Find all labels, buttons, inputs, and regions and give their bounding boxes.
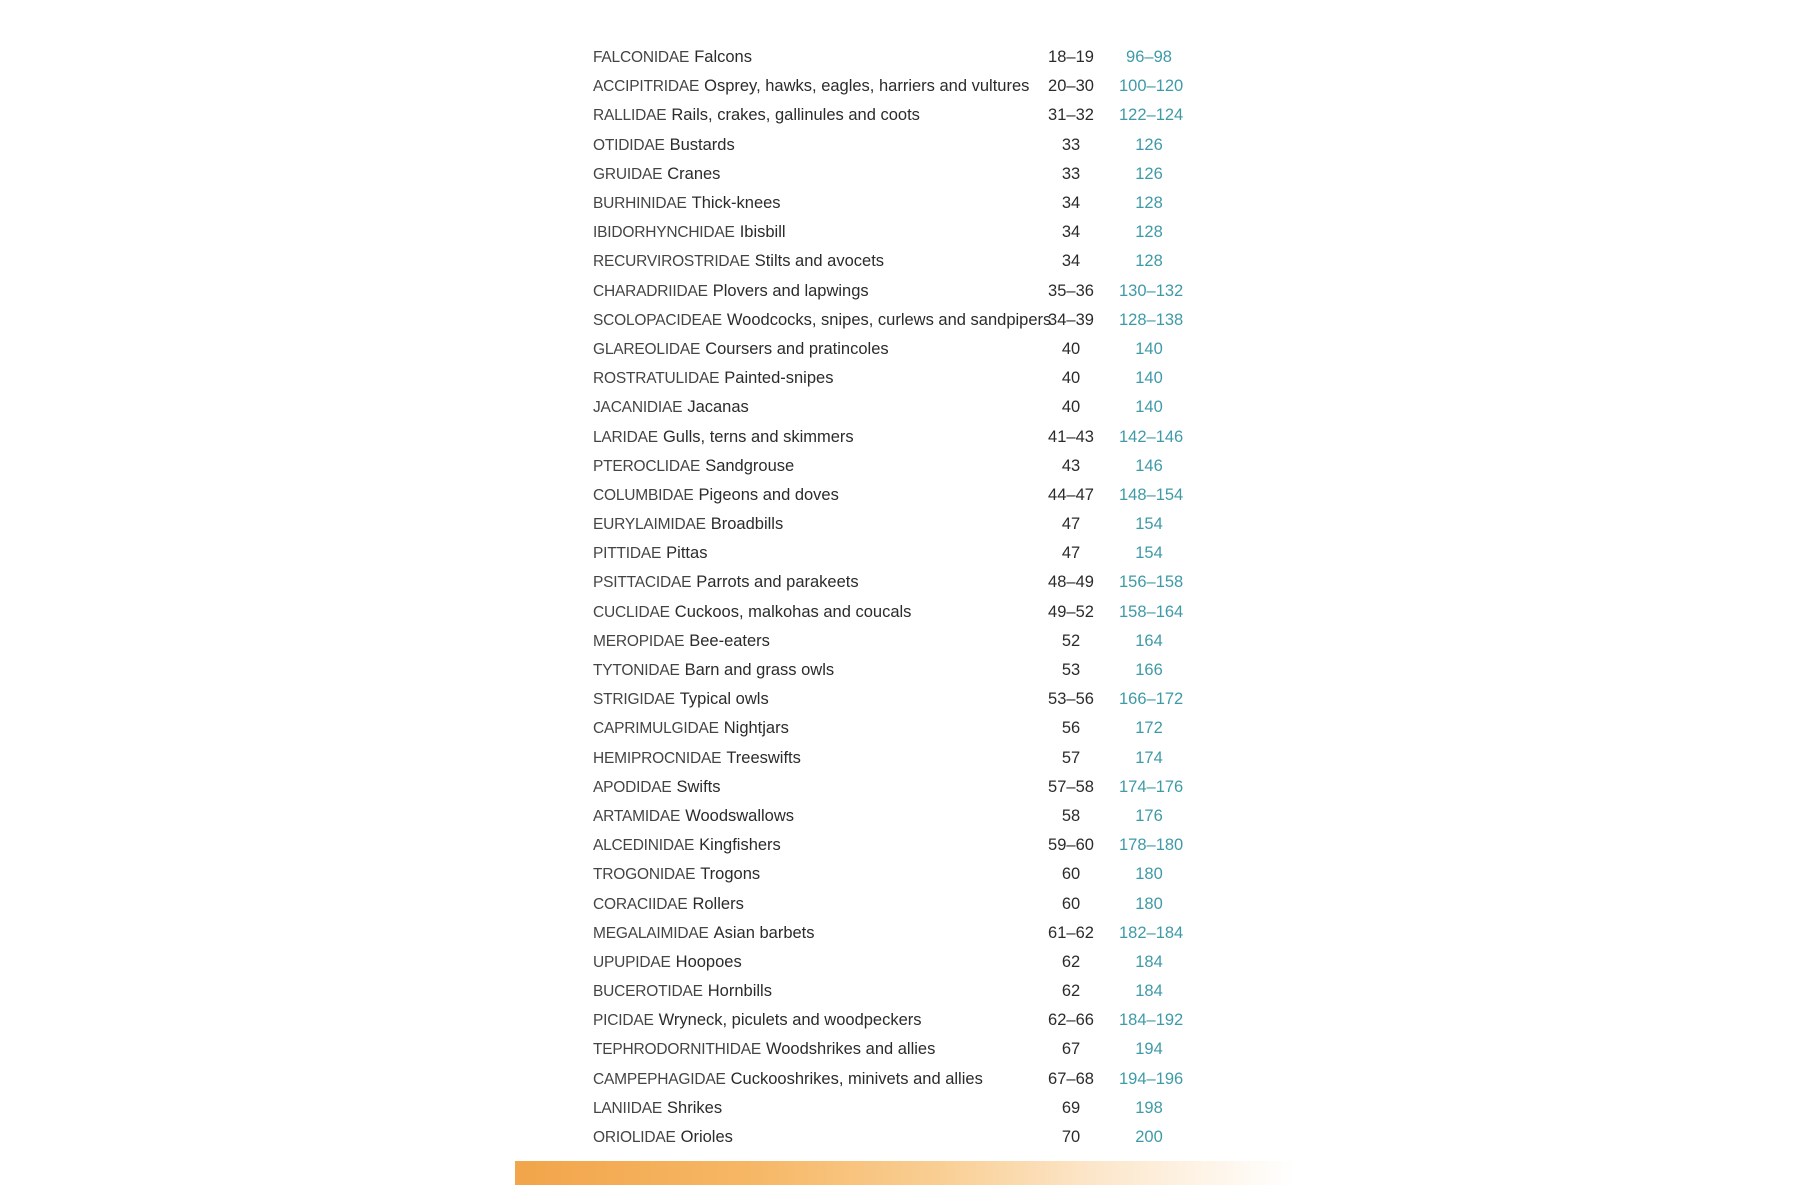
plate-numbers: 56 xyxy=(1061,719,1081,738)
index-entry xyxy=(593,77,1030,96)
plate-numbers: 52 xyxy=(1061,631,1081,650)
family-name: PITTIDAE xyxy=(593,545,662,563)
page-numbers[interactable]: 184 xyxy=(1135,982,1163,1001)
common-name: Parrots and parakeets xyxy=(696,573,859,592)
index-entry xyxy=(593,544,1023,563)
plate-numbers: 33 xyxy=(1061,164,1081,183)
page-numbers[interactable]: 200 xyxy=(1135,1128,1163,1147)
common-name: Pittas xyxy=(666,544,708,563)
plate-numbers: 43 xyxy=(1061,456,1081,475)
page-numbers[interactable]: 122–124 xyxy=(1119,106,1184,125)
page-numbers[interactable]: 148–154 xyxy=(1119,485,1184,504)
family-name: ALCEDINIDAE xyxy=(593,837,695,855)
family-name: CHARADRIIDAE xyxy=(593,282,708,300)
index-row xyxy=(593,393,1193,422)
index-entry xyxy=(593,223,1023,242)
family-name: MEROPIDAE xyxy=(593,632,685,650)
family-name: LANIIDAE xyxy=(593,1099,663,1117)
index-entry xyxy=(593,252,1023,271)
index-row xyxy=(593,773,1193,802)
family-name: APODIDAE xyxy=(593,778,672,796)
page-numbers[interactable]: 158–164 xyxy=(1119,602,1184,621)
common-name: Wryneck, piculets and woodpeckers xyxy=(658,1011,922,1030)
index-entry xyxy=(593,749,1023,768)
page-numbers[interactable]: 154 xyxy=(1135,544,1163,563)
plate-numbers: 40 xyxy=(1061,339,1081,358)
plate-numbers: 70 xyxy=(1061,1128,1081,1147)
index-entry xyxy=(593,603,1023,622)
common-name: Cuckooshrikes, minivets and allies xyxy=(730,1069,983,1088)
index-entry xyxy=(593,895,1023,914)
index-entry xyxy=(593,310,1052,330)
plate-numbers: 60 xyxy=(1061,865,1081,884)
plate-numbers: 34 xyxy=(1061,252,1081,271)
page-numbers[interactable]: 146 xyxy=(1135,456,1163,475)
family-name: FALCONIDAE xyxy=(593,49,690,67)
common-name: Stilts and avocets xyxy=(754,252,885,271)
plate-numbers: 40 xyxy=(1061,369,1081,388)
common-name: Falcons xyxy=(694,48,752,67)
page-numbers[interactable]: 178–180 xyxy=(1119,836,1184,855)
common-name: Bee-eaters xyxy=(689,631,770,650)
page-numbers[interactable]: 142–146 xyxy=(1119,427,1184,446)
index-entry xyxy=(593,340,1023,359)
plate-numbers: 58 xyxy=(1061,806,1081,825)
page-numbers[interactable]: 100–120 xyxy=(1119,77,1184,96)
common-name: Shrikes xyxy=(667,1098,723,1117)
index-entry xyxy=(593,428,1023,447)
index-row xyxy=(593,131,1193,160)
index-row xyxy=(593,656,1193,685)
plate-numbers: 40 xyxy=(1061,398,1081,417)
family-name: TEPHRODORNITHIDAE xyxy=(593,1041,761,1059)
common-name: Rollers xyxy=(692,894,744,913)
index-entry xyxy=(593,924,1023,943)
index-entry xyxy=(593,457,1023,476)
index-entry xyxy=(593,282,1023,301)
index-row xyxy=(593,860,1193,889)
index-entry xyxy=(593,807,1023,826)
page-numbers[interactable]: 140 xyxy=(1135,369,1163,388)
common-name: Bustards xyxy=(669,135,735,154)
plate-numbers: 62 xyxy=(1061,982,1081,1001)
common-name: Nightjars xyxy=(723,719,789,738)
index-row xyxy=(593,335,1193,364)
common-name: Kingfishers xyxy=(699,836,781,855)
common-name: Woodshrikes and allies xyxy=(765,1040,936,1059)
page-numbers[interactable]: 140 xyxy=(1135,339,1163,358)
index-entry xyxy=(593,369,1023,388)
index-entry xyxy=(593,486,1023,505)
common-name: Trogons xyxy=(700,865,761,884)
page-numbers[interactable]: 174 xyxy=(1135,748,1163,767)
index-row xyxy=(593,452,1193,481)
plate-numbers: 31–32 xyxy=(1048,106,1094,125)
family-name: CAPRIMULGIDAE xyxy=(593,720,719,738)
index-row xyxy=(593,160,1193,189)
index-entry xyxy=(593,953,1023,972)
common-name: Hornbills xyxy=(707,982,772,1001)
family-name: CUCLIDAE xyxy=(593,603,670,621)
plate-numbers: 57–58 xyxy=(1048,777,1094,796)
index-row xyxy=(593,72,1193,101)
index-entry xyxy=(593,165,1023,184)
index-row xyxy=(593,481,1193,510)
index-row xyxy=(593,101,1193,130)
plate-numbers: 53–56 xyxy=(1048,690,1094,709)
family-name: ROSTRATULIDAE xyxy=(593,370,720,388)
page-numbers[interactable]: 194–196 xyxy=(1119,1069,1184,1088)
plate-numbers: 47 xyxy=(1061,515,1081,534)
common-name: Asian barbets xyxy=(713,923,815,942)
index-entry xyxy=(593,661,1023,680)
family-name: ACCIPITRIDAE xyxy=(593,78,700,96)
family-name: PTEROCLIDAE xyxy=(593,457,701,475)
index-row xyxy=(593,1065,1193,1094)
page-numbers[interactable]: 180 xyxy=(1135,865,1163,884)
common-name: Broadbills xyxy=(710,515,784,534)
page-numbers[interactable]: 128 xyxy=(1135,194,1163,213)
index-row xyxy=(593,1006,1193,1035)
plate-numbers: 49–52 xyxy=(1048,602,1094,621)
family-name: MEGALAIMIDAE xyxy=(593,924,709,942)
family-name: PSITTACIDAE xyxy=(593,574,692,592)
page-numbers[interactable]: 126 xyxy=(1135,135,1163,154)
page-numbers[interactable]: 130–132 xyxy=(1119,281,1184,300)
common-name: Hoopoes xyxy=(675,952,742,971)
plate-numbers: 47 xyxy=(1061,544,1081,563)
index-row xyxy=(593,364,1193,393)
footer-gradient-bar xyxy=(515,1161,1295,1185)
index-entry xyxy=(593,573,1023,592)
family-name: GLAREOLIDAE xyxy=(593,340,701,358)
family-name: IBIDORHYNCHIDAE xyxy=(593,224,735,242)
index-row xyxy=(593,539,1193,568)
family-name: TROGONIDAE xyxy=(593,866,696,884)
plate-numbers: 34 xyxy=(1061,194,1081,213)
page-numbers[interactable]: 164 xyxy=(1135,631,1163,650)
family-name: TYTONIDAE xyxy=(593,662,680,680)
index-entry xyxy=(593,48,1023,67)
index-row xyxy=(593,1035,1193,1064)
plate-numbers: 53 xyxy=(1061,661,1081,680)
plate-numbers: 44–47 xyxy=(1048,485,1094,504)
common-name: Barn and grass owls xyxy=(684,661,835,680)
index-row xyxy=(593,685,1193,714)
family-name: HEMIPROCNIDAE xyxy=(593,749,722,767)
index-entry xyxy=(593,1040,1023,1059)
page-numbers[interactable]: 194 xyxy=(1135,1040,1163,1059)
index-row xyxy=(593,306,1193,335)
page-numbers[interactable]: 172 xyxy=(1135,719,1163,738)
index-row xyxy=(593,598,1193,627)
index-row xyxy=(593,714,1193,743)
index-entry xyxy=(593,836,1023,855)
page-numbers[interactable]: 182–184 xyxy=(1119,923,1184,942)
index-entry xyxy=(593,719,1023,738)
index-row xyxy=(593,568,1193,597)
page-numbers[interactable]: 174–176 xyxy=(1119,777,1184,796)
family-name: ARTAMIDAE xyxy=(593,807,681,825)
family-name: OTIDIDAE xyxy=(593,136,665,154)
common-name: Gulls, terns and skimmers xyxy=(662,427,854,446)
index-entry xyxy=(593,1099,1023,1118)
family-name: CORACIIDAE xyxy=(593,895,688,913)
page-numbers[interactable]: 126 xyxy=(1135,164,1163,183)
index-entry xyxy=(593,398,1023,417)
family-name: PICIDAE xyxy=(593,1012,654,1030)
index-row xyxy=(593,919,1193,948)
family-name: LARIDAE xyxy=(593,428,658,446)
plate-numbers: 41–43 xyxy=(1048,427,1094,446)
common-name: Typical owls xyxy=(679,690,769,709)
family-name: RALLIDAE xyxy=(593,107,667,125)
plate-numbers: 61–62 xyxy=(1048,923,1094,942)
family-name: BUCEROTIDAE xyxy=(593,983,703,1001)
index-row xyxy=(593,510,1193,539)
index-row xyxy=(593,627,1193,656)
index-row xyxy=(593,218,1193,247)
common-name: Thick-knees xyxy=(691,194,781,213)
common-name: Woodcocks, snipes, curlews and sandpipers xyxy=(726,310,1052,329)
common-name: Cranes xyxy=(667,164,721,183)
page-numbers[interactable]: 198 xyxy=(1135,1098,1163,1117)
plate-numbers: 20–30 xyxy=(1048,77,1094,96)
page-numbers[interactable]: 184–192 xyxy=(1119,1011,1184,1030)
index-row xyxy=(593,802,1193,831)
family-name: COLUMBIDAE xyxy=(593,486,694,504)
page-numbers[interactable]: 180 xyxy=(1135,894,1163,913)
index-entry xyxy=(593,690,1023,709)
plate-numbers: 34 xyxy=(1061,223,1081,242)
index-entry xyxy=(593,136,1023,155)
page-numbers[interactable]: 176 xyxy=(1135,806,1163,825)
plate-numbers: 67 xyxy=(1061,1040,1081,1059)
page-numbers[interactable]: 128 xyxy=(1135,252,1163,271)
common-name: Plovers and lapwings xyxy=(712,281,869,300)
index-row xyxy=(593,948,1193,977)
common-name: Pigeons and doves xyxy=(698,485,839,504)
family-name: STRIGIDAE xyxy=(593,691,675,709)
common-name: Treeswifts xyxy=(726,748,801,767)
index-entry xyxy=(593,1070,1023,1089)
common-name: Osprey, hawks, eagles, harriers and vultures xyxy=(704,77,1030,96)
index-row xyxy=(593,977,1193,1006)
plate-numbers: 35–36 xyxy=(1048,281,1094,300)
plate-numbers: 57 xyxy=(1061,748,1081,767)
index-entry xyxy=(593,106,1023,125)
family-name: SCOLOPACIDEAE xyxy=(593,311,722,329)
page-numbers[interactable]: 140 xyxy=(1135,398,1163,417)
index-entry xyxy=(593,982,1023,1001)
index-row xyxy=(593,422,1193,451)
plate-numbers: 34–39 xyxy=(1048,310,1094,329)
index-row xyxy=(593,1094,1193,1123)
family-name: ORIOLIDAE xyxy=(593,1129,676,1147)
plate-numbers: 62–66 xyxy=(1048,1011,1094,1030)
plate-numbers: 60 xyxy=(1061,894,1081,913)
common-name: Ibisbill xyxy=(739,223,786,242)
plate-numbers: 59–60 xyxy=(1048,836,1094,855)
index-row xyxy=(593,43,1193,72)
family-name: CAMPEPHAGIDAE xyxy=(593,1070,726,1088)
plate-numbers: 48–49 xyxy=(1048,573,1094,592)
family-index-list xyxy=(593,43,1193,1152)
page-numbers[interactable]: 96–98 xyxy=(1126,48,1172,67)
common-name: Woodswallows xyxy=(685,806,795,825)
common-name: Rails, crakes, gallinules and coots xyxy=(671,106,920,125)
common-name: Coursers and pratincoles xyxy=(705,339,889,358)
page-numbers[interactable]: 128–138 xyxy=(1119,310,1184,329)
index-row xyxy=(593,189,1193,218)
page-numbers[interactable]: 184 xyxy=(1135,952,1163,971)
index-row xyxy=(593,889,1193,918)
index-row xyxy=(593,831,1193,860)
page-numbers[interactable]: 166–172 xyxy=(1119,690,1184,709)
page-numbers[interactable]: 166 xyxy=(1135,661,1163,680)
plate-numbers: 62 xyxy=(1061,952,1081,971)
plate-numbers: 33 xyxy=(1061,135,1081,154)
index-entry xyxy=(593,865,1023,884)
index-entry xyxy=(593,778,1023,797)
family-name: BURHINIDAE xyxy=(593,195,687,213)
family-name: GRUIDAE xyxy=(593,165,663,183)
index-entry xyxy=(593,632,1023,651)
index-entry xyxy=(593,515,1023,534)
family-name: JACANIDIAE xyxy=(593,399,683,417)
index-row xyxy=(593,247,1193,276)
index-row xyxy=(593,744,1193,773)
family-name: RECURVIROSTRIDAE xyxy=(593,253,750,271)
index-row xyxy=(593,1123,1193,1152)
family-name: UPUPIDAE xyxy=(593,953,671,971)
common-name: Painted-snipes xyxy=(724,369,834,388)
index-entry xyxy=(593,194,1023,213)
common-name: Sandgrouse xyxy=(705,456,795,475)
page-numbers[interactable]: 154 xyxy=(1135,515,1163,534)
common-name: Orioles xyxy=(680,1128,733,1147)
index-entry xyxy=(593,1128,1023,1147)
family-name: EURYLAIMIDAE xyxy=(593,516,706,534)
common-name: Cuckoos, malkohas and coucals xyxy=(674,602,912,621)
common-name: Jacanas xyxy=(687,398,749,417)
page-numbers[interactable]: 128 xyxy=(1135,223,1163,242)
plate-numbers: 18–19 xyxy=(1048,48,1094,67)
page-numbers[interactable]: 156–158 xyxy=(1119,573,1184,592)
plate-numbers: 69 xyxy=(1061,1098,1081,1117)
common-name: Swifts xyxy=(676,777,721,796)
index-entry xyxy=(593,1011,1023,1030)
plate-numbers: 67–68 xyxy=(1048,1069,1094,1088)
index-row xyxy=(593,277,1193,306)
